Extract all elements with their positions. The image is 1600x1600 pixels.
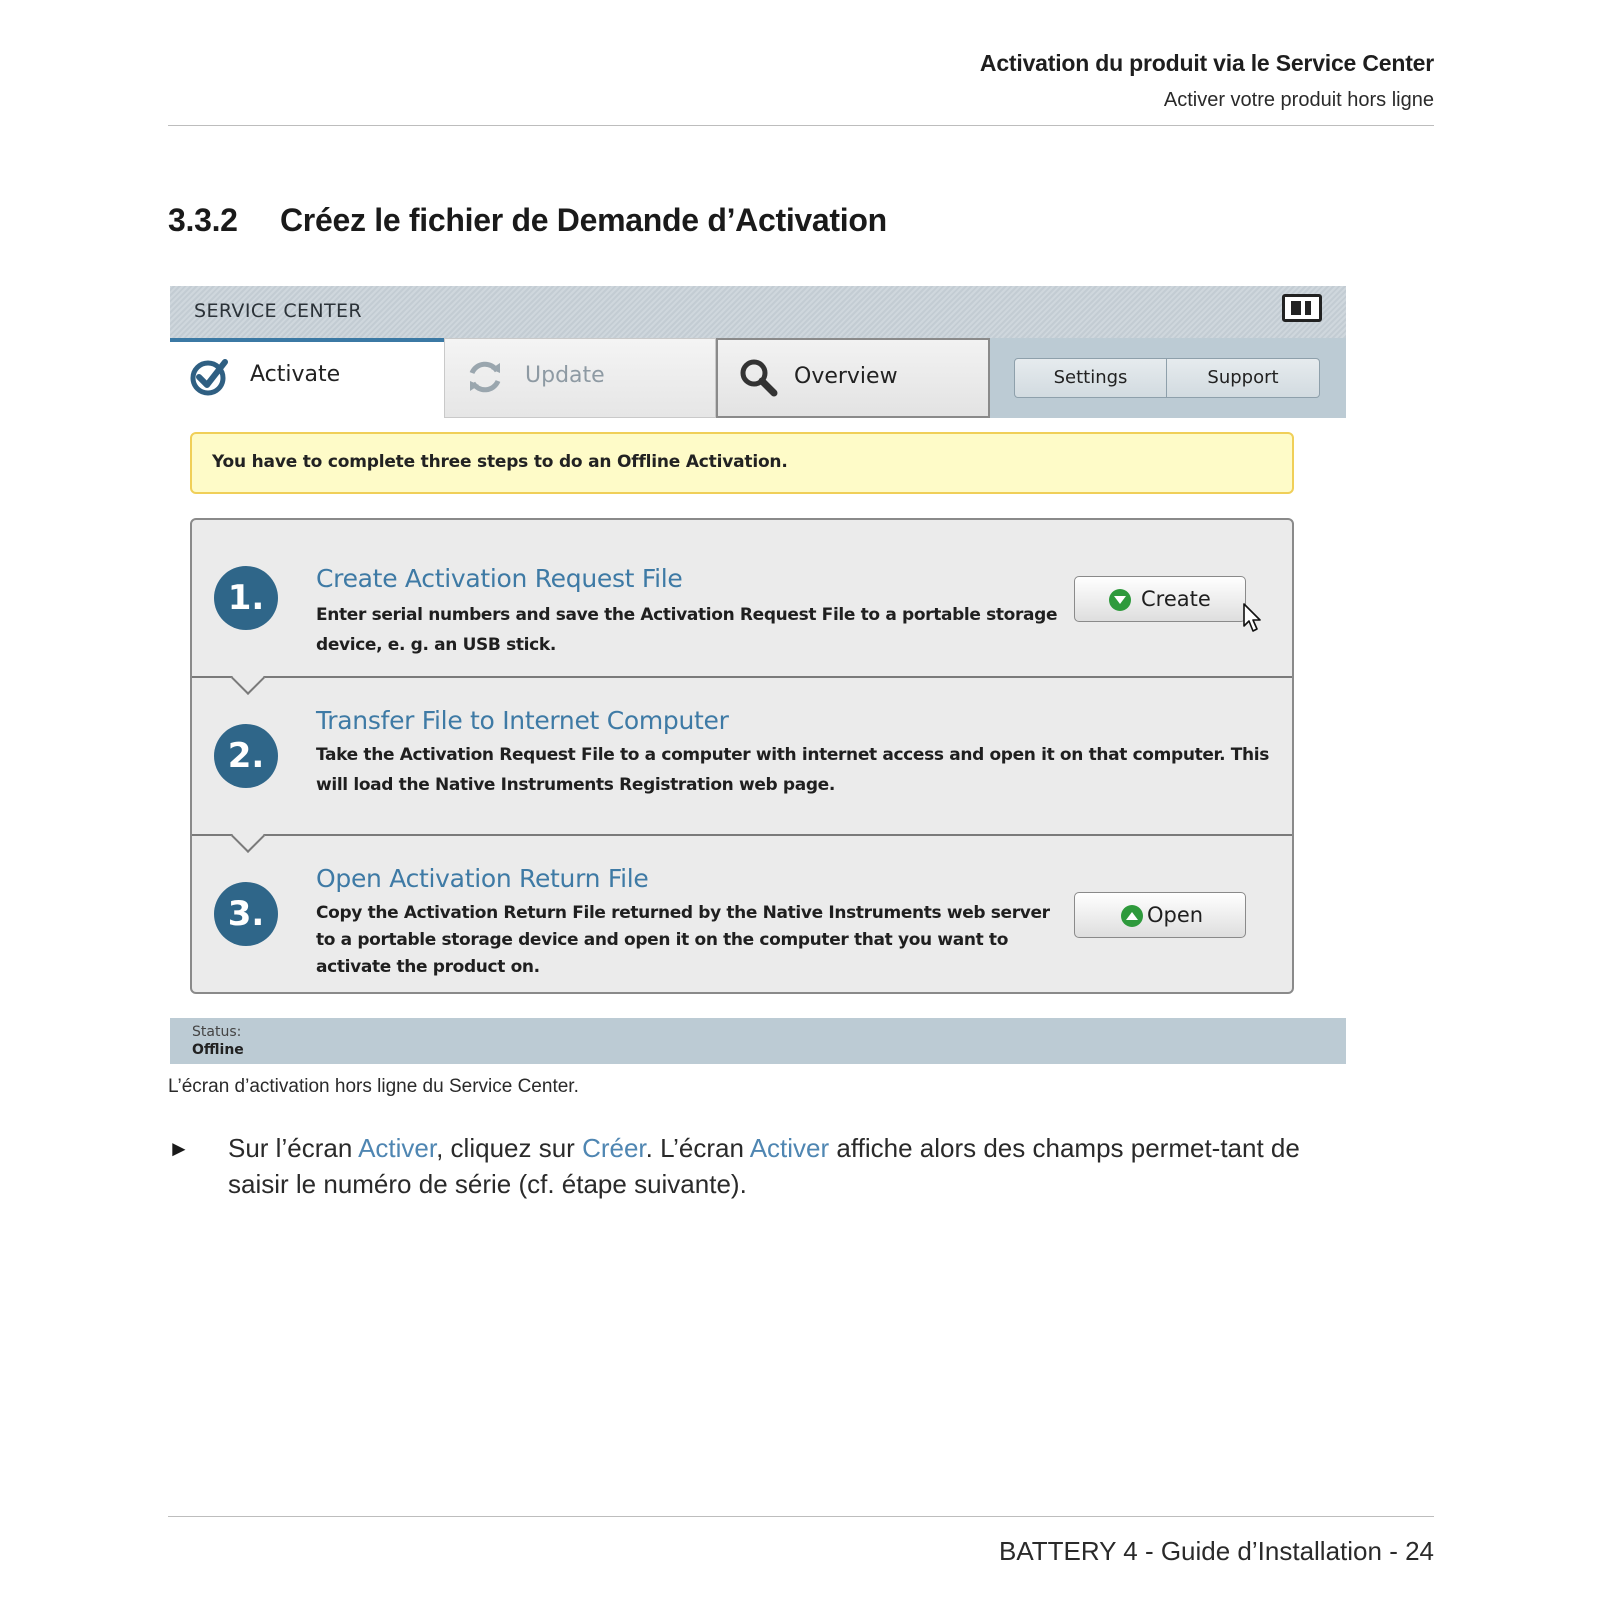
- arrow-up-circle-icon: [1121, 905, 1143, 927]
- app-header: [170, 286, 1346, 338]
- tab-update-label: Update: [525, 363, 605, 388]
- settings-button[interactable]: Settings: [1015, 359, 1167, 397]
- running-head-subtitle: Activer votre produit hors ligne: [1163, 89, 1434, 111]
- ni-logo-icon: [1282, 294, 1322, 322]
- header-rule: [168, 125, 1434, 126]
- page-footer: BATTERY 4 - Guide d’Installation - 24: [999, 1536, 1434, 1566]
- tab-overview-label: Overview: [794, 364, 898, 389]
- step-title: Transfer File to Internet Computer: [316, 706, 729, 735]
- arrow-down-circle-icon: [1109, 589, 1131, 611]
- tab-overview[interactable]: [716, 338, 990, 418]
- create-button[interactable]: [1074, 576, 1246, 622]
- tab-bar: [170, 338, 1346, 418]
- tab-update[interactable]: [444, 338, 716, 418]
- ui-reference-activer: Activer: [358, 1133, 437, 1163]
- step-description: Copy the Activation Return File returned by the Native Instruments web server to a portable storage device and open it on the computer that you want to activate the product on.: [316, 903, 1050, 977]
- offline-notice: [190, 432, 1294, 494]
- section-number: 3.3.2: [168, 202, 238, 238]
- step-number-badge: 1.: [214, 566, 278, 630]
- step-description: Take the Activation Request File to a computer with internet access and open it on that computer. This will load the Native Instruments Registration web page.: [316, 745, 1270, 795]
- app-title: SERVICE CENTER: [194, 300, 363, 322]
- section-title: Créez le fichier de Demande d’Activation: [280, 202, 887, 238]
- step-number-badge: 3.: [214, 882, 278, 946]
- text-run: . L’écran: [645, 1133, 750, 1163]
- create-button-label: Create: [1141, 587, 1211, 611]
- text-run: affiche alors des champs permet-tant de saisir le numéro de série (cf. étape suivante).: [228, 1133, 1300, 1199]
- text-run: Sur l’écran: [228, 1133, 359, 1163]
- ui-reference-creer: Créer: [582, 1133, 646, 1163]
- checkmark-icon: [190, 356, 230, 396]
- step-3: [192, 836, 1292, 992]
- support-button[interactable]: Support: [1207, 367, 1279, 388]
- step-2: [192, 678, 1292, 836]
- status-label: Status:: [192, 1024, 242, 1040]
- step-title: Open Activation Return File: [316, 864, 649, 893]
- service-center-screenshot: [170, 286, 1346, 1086]
- open-button[interactable]: [1074, 892, 1246, 938]
- tab-activate[interactable]: [170, 338, 444, 418]
- step-number-badge: 2.: [214, 724, 278, 788]
- magnifier-icon: [738, 358, 778, 398]
- settings-support-group: [1014, 358, 1320, 398]
- running-head-title: Activation du produit via le Service Center: [979, 50, 1434, 76]
- mouse-cursor-icon: [1242, 602, 1264, 634]
- status-bar: [170, 1018, 1346, 1064]
- figure-caption: L’écran d’activation hors ligne du Service Center.: [168, 1076, 579, 1097]
- notice-text: You have to complete three steps to do an Offline Activation.: [212, 452, 788, 472]
- refresh-icon: [465, 357, 505, 397]
- bullet-arrow-icon: ►: [168, 1136, 190, 1161]
- steps-panel: [190, 518, 1294, 994]
- footer-rule: [168, 1516, 1434, 1517]
- text-run: , cliquez sur: [436, 1133, 583, 1163]
- tab-activate-label: Activate: [250, 362, 341, 387]
- step-1: [192, 520, 1292, 678]
- open-button-label: Open: [1147, 903, 1204, 927]
- ui-reference-activer: Activer: [749, 1133, 830, 1163]
- section-heading: [168, 202, 887, 239]
- status-value: Offline: [192, 1042, 244, 1058]
- step-description: Enter serial numbers and save the Activation Request File to a portable storage device, e. g. an USB stick.: [316, 605, 1058, 655]
- step-title: Create Activation Request File: [316, 564, 683, 593]
- instruction-text: [228, 1130, 1318, 1202]
- running-head: [980, 50, 1434, 112]
